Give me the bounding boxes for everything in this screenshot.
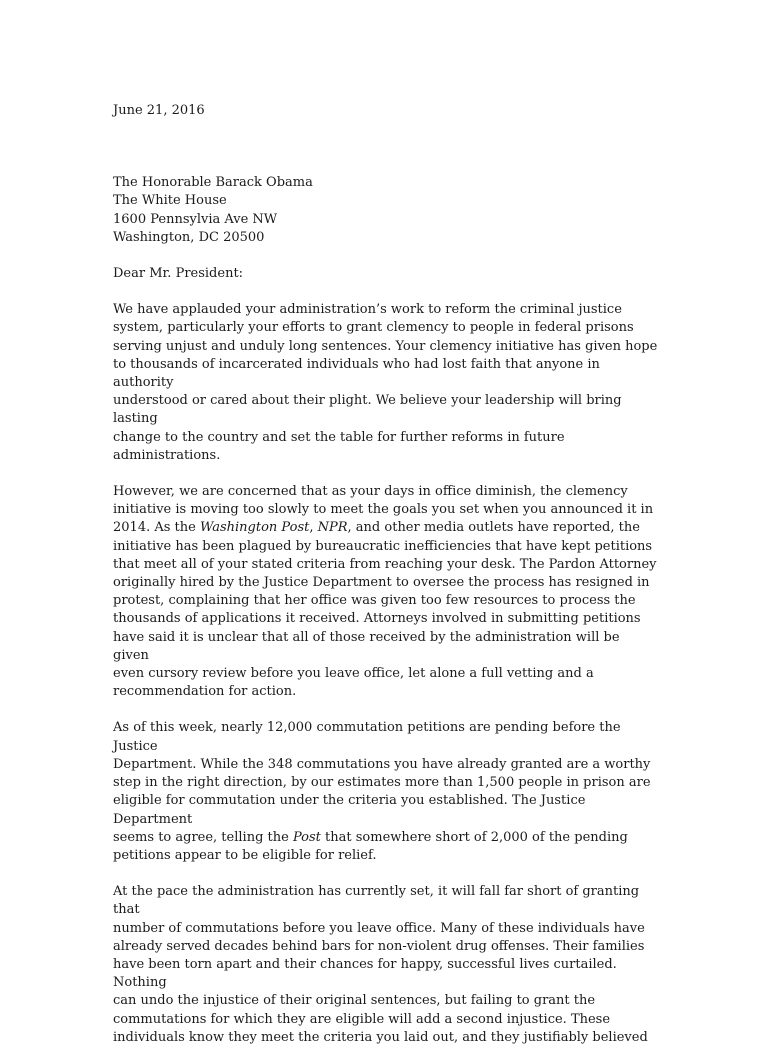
paragraph-3-text-b: that somewhere short of 2,000 of the pending petitions appear to be eligible for relief. (113, 829, 628, 863)
recipient-office: The White House (113, 193, 227, 209)
letter-date: June 21, 2016 (113, 103, 205, 118)
paragraph-3 (113, 719, 658, 865)
paragraph-3-text-a: As of this week, nearly 12,000 commutation petitions are pending before the Justice Department. While the 348 commutations you have already granted are a worthy step in the right direction, by our estimates more than 1,500 people in prison are eligible for commutation under the criteria you established. The Justice Department seems to agree, telling the (113, 720, 651, 845)
recipient-name: The Honorable Barack Obama (113, 175, 313, 191)
npr-title: NPR (317, 520, 348, 536)
recipient-address (113, 174, 658, 247)
washington-post-title: Washington Post (199, 520, 310, 536)
paragraph-4: At the pace the administration has currently set, it will fall far short of granting that number of commutations before you leave office. Many of these individuals have already served decades behind bars for non-violent drug offenses. Their families have been torn apart and their chances for happy, successful lives curtailed. Nothing can undo the injustice of their original sentences, but failing to grant the commutations for which they are eligible will add a second injustice. These individuals know they meet the criteria you laid out, and they justifiably believed (113, 884, 648, 1045)
post-title: Post (292, 829, 321, 845)
letter-body (113, 102, 658, 1047)
salutation: Dear Mr. President: (113, 266, 244, 282)
recipient-street: 1600 Pennsylvia Ave NW (113, 211, 278, 227)
paragraph-2-text-b: , and other media outlets have reported, the initiative has been plagued by bureaucratic inefficiencies that have kept petitions that meet all of your stated criteria from reaching your desk. The Pardon Attorney originally hired by the Justice Department to oversee the process has resigned in protest, complaining that her office was given too few resources to process the thousands of applications it received. Attorneys involved in submitting petitions have said it is unclear that all of those received by the administration will be given even cursory review before you leave office, let alone a full vetting and a recommendation for action. (113, 520, 657, 700)
paragraph-2-separator: , (309, 520, 318, 536)
paragraph-1: We have applauded your administration’s work to reform the criminal justice system, particularly your efforts to grant clemency to people in federal prisons serving unjust and unduly long sentences. Your clemency initiative has given hope to thousands of incarcerated individuals who had lost faith that anyone in authority understood or cared about their plight. We believe your leadership will bring lasting change to the country and set the table for further reforms in future administrations. (113, 302, 658, 463)
recipient-city: Washington, DC 20500 (113, 229, 265, 245)
paragraph-2 (113, 483, 658, 701)
paragraph-2-text-a: However, we are concerned that as your days in office diminish, the clemency initiative is moving too slowly to meet the goals you set when you announced it in 2014. As the (113, 484, 654, 536)
